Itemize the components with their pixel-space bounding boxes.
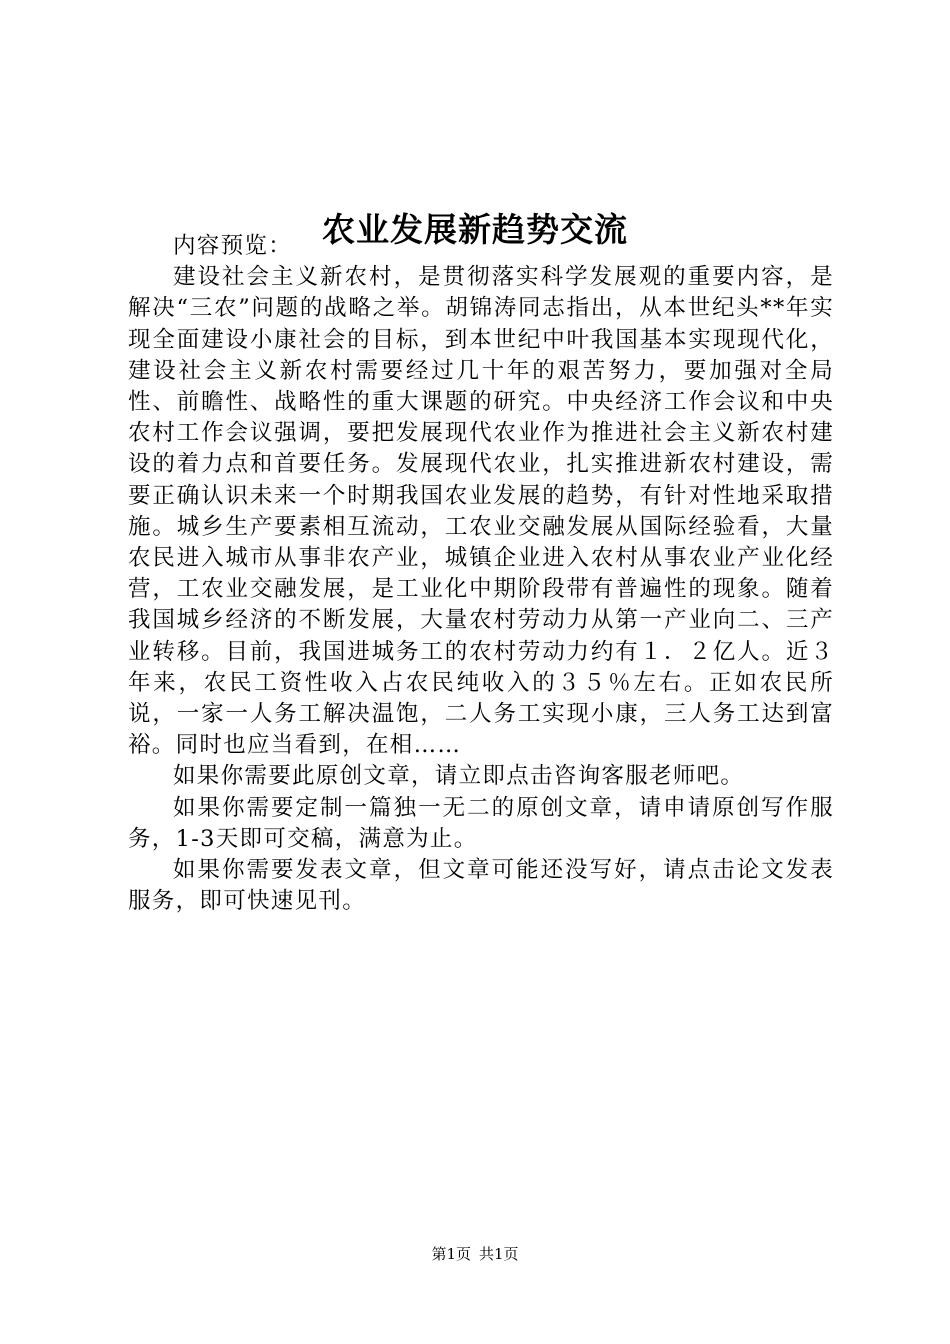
custom-writing-paragraph: 如果你需要定制一篇独一无二的原创文章，请申请原创写作服务，1-3天即可交稿，满意为止。 (128, 794, 834, 852)
publish-paragraph: 如果你需要发表文章，但文章可能还没写好，请点击论文发表服务，即可快速见刊。 (128, 857, 834, 915)
consult-paragraph: 如果你需要此原创文章，请立即点击咨询客服老师吧。 (173, 763, 745, 790)
preview-label: 内容预览： (173, 233, 293, 259)
preview-paragraph: 建设社会主义新农村，是贯彻落实科学发展观的重要内容，是解决“三农”问题的战略之举。胡锦涛同志指出，从本世纪头**年实现全面建设小康社会的目标，到本世纪中叶我国基本实现现代化，建设社会主义新农村需要经过几十年的艰苦努力，要加强对全局性、前瞻性、战略性的重大课题的研究。中央经济工作会议和中央农村工作会议强调，要把发展现代农业作为推进社会主义新农村建设的着力点和首要任务。发展现代农业，扎实推进新农村建设，需要正确认识未来一个时期我国农业发展的趋势，有针对性地采取措施。城乡生产要素相互流动，工农业交融发展从国际经验看，大量农民进入城市从事非农产业，城镇企业进入农村从事农业产业化经营，工农业交融发展，是工业化中期阶段带有普遍性的现象。随着我国城乡经济的不断发展，大量农村劳动力从第一产业向二、三产业转移。目前，我国进城务工的农村劳动力约有１．２亿人。近３年来，农民工资性收入占农民纯收入的３５％左右。正如农民所说，一家一人务工解决温饱，二人务工实现小康，三人务工达到富裕。同时也应当看到，在相…… (128, 264, 834, 759)
page-number: 第1页 (431, 1245, 471, 1263)
page-total: 共1页 (479, 1245, 519, 1263)
document-title: 农业发展新趋势交流 (322, 210, 628, 250)
document-body (128, 231, 834, 917)
page-footer (0, 1242, 950, 1266)
